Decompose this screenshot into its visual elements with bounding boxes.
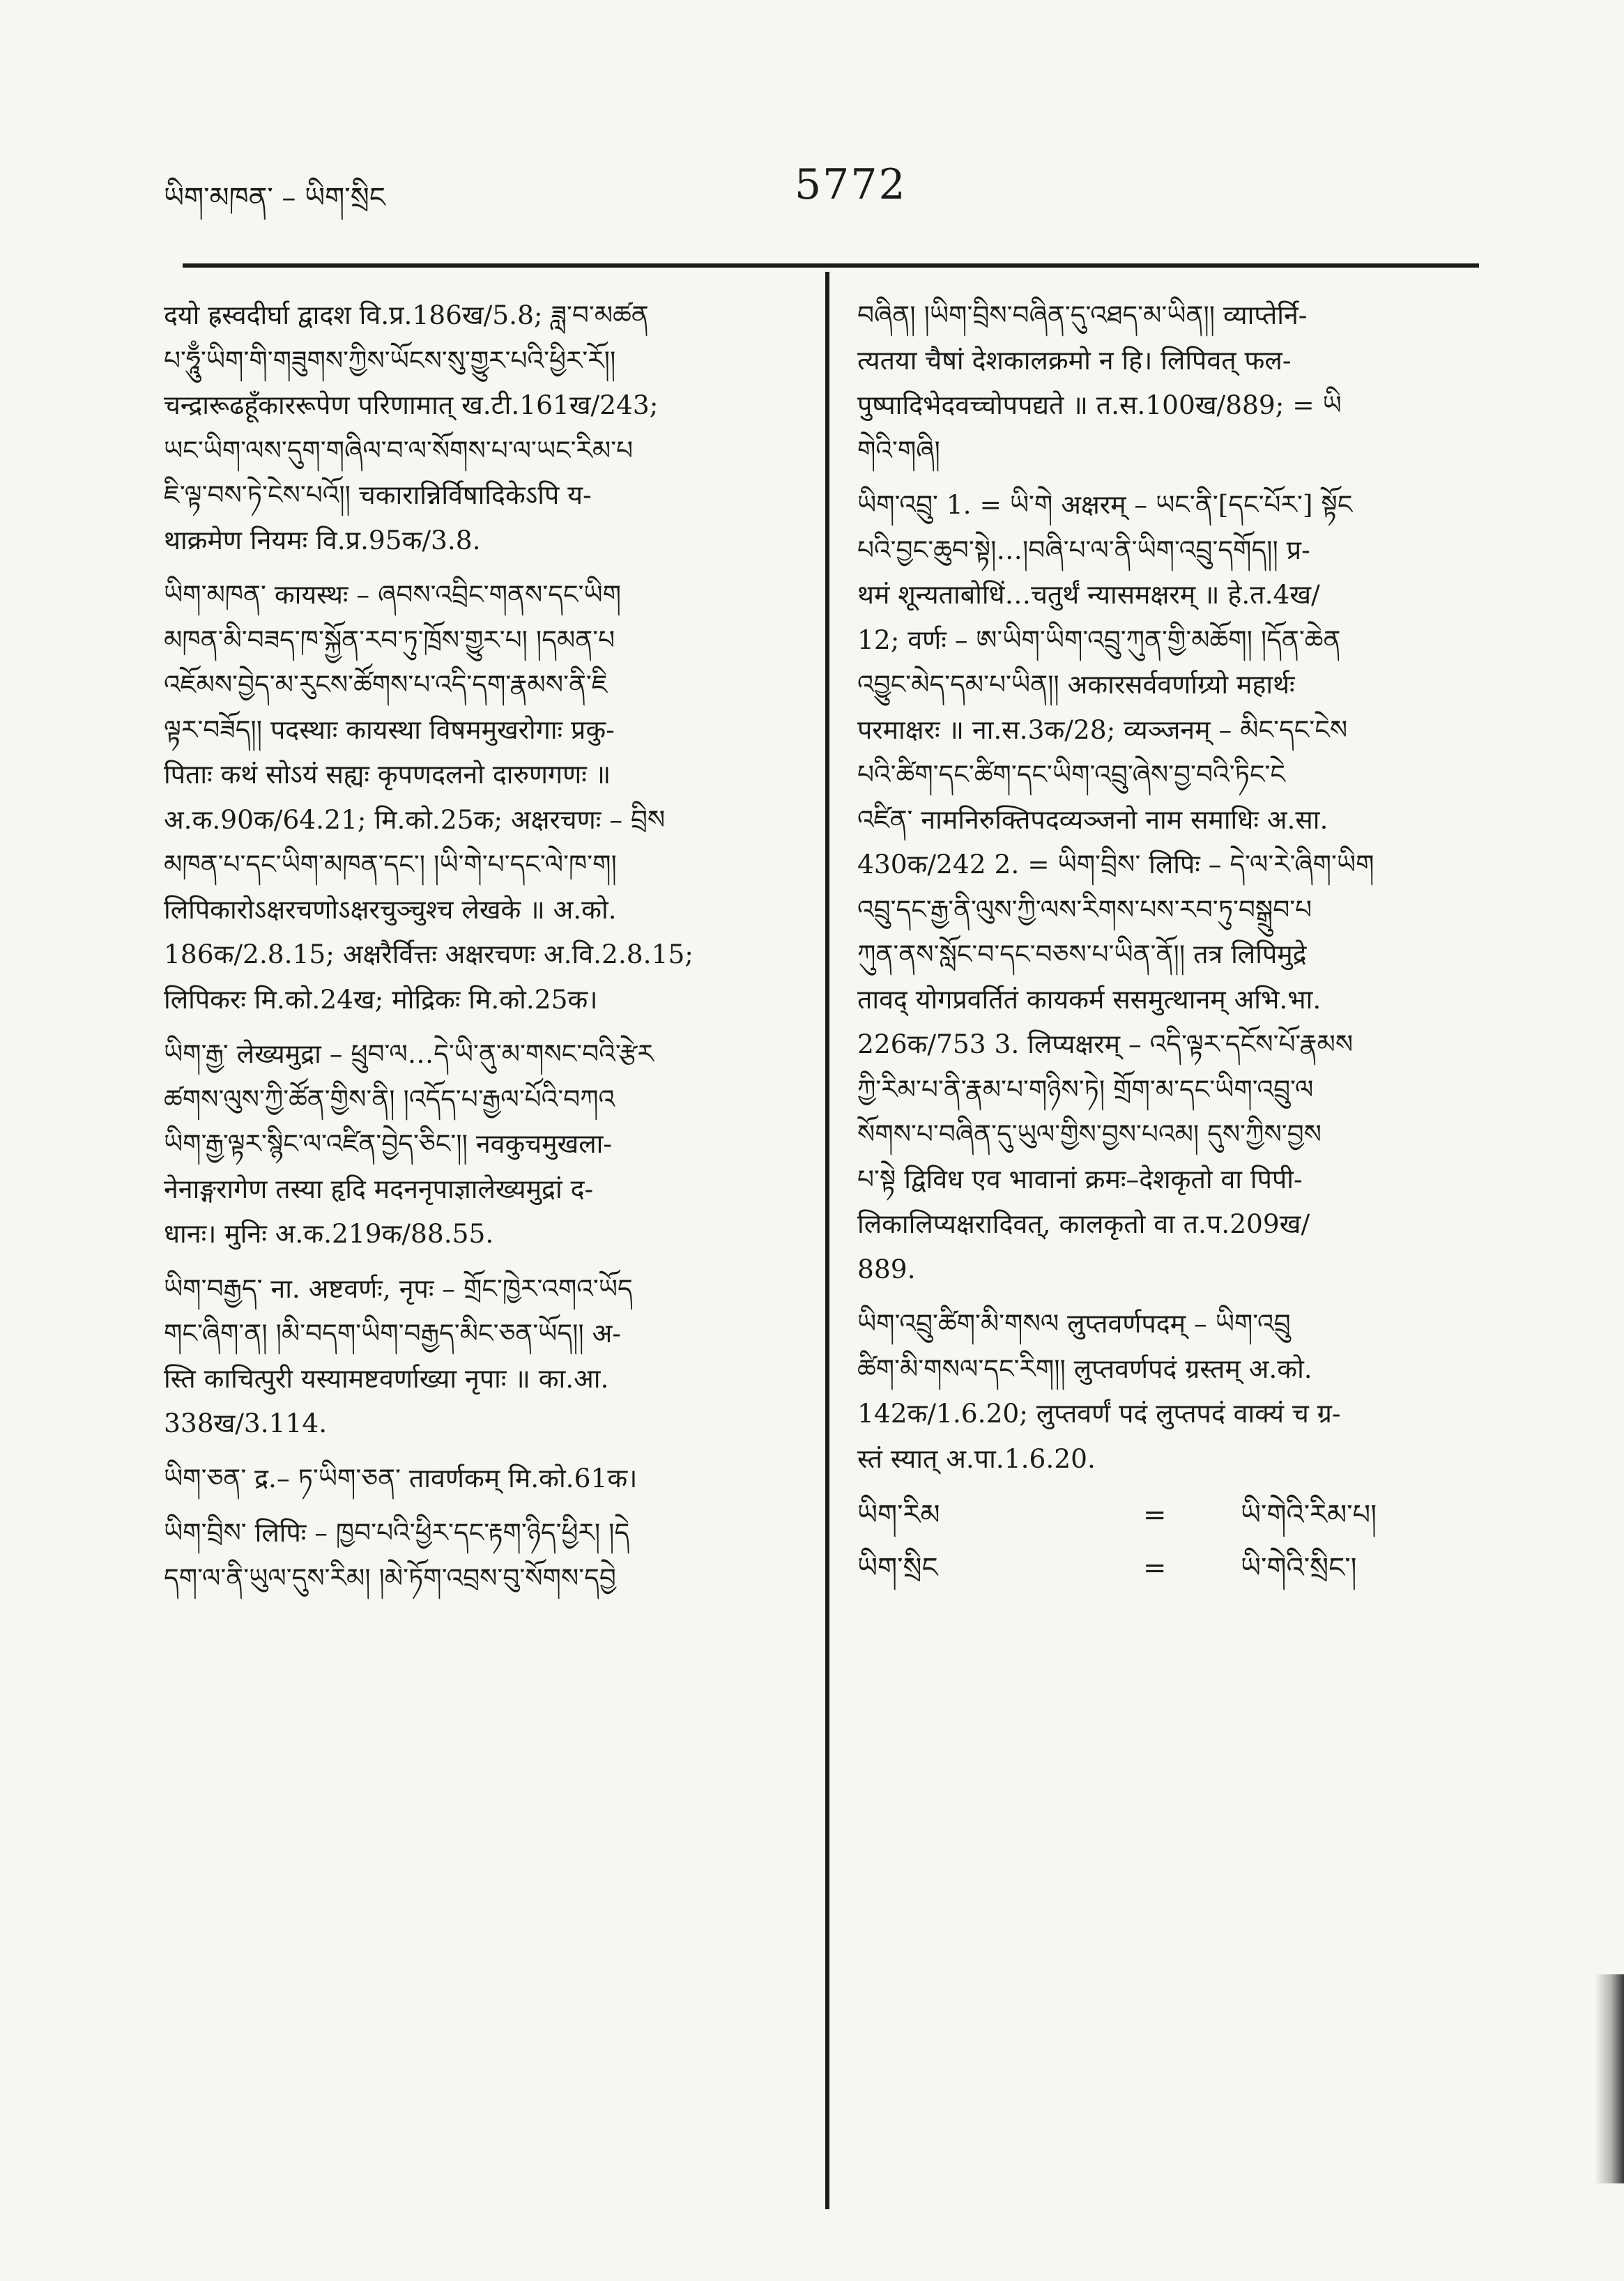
entry-line: परमाक्षरः ॥ ना.स.3क/28; व्यञ्जनम् – མིང་དང་ངེས (857, 714, 1348, 745)
dictionary-entry (857, 293, 1478, 473)
cross-references (857, 1491, 1478, 1592)
entry-line: 338ख/3.114. (164, 1408, 328, 1438)
entry-line: ཚིག་མི་གསལ་དང་རིག།། लुप्तवर्णपदं ग्रस्तम् अ.को. (857, 1353, 1312, 1384)
entry-line: ཇི་ལྟ་བས་ཏེ་ངེས་པའོ།། चकारान्निर्विषादिकेऽपि य- (164, 479, 592, 510)
entry-line: नेनाङ्गरागेण तस्या हृदि मदननृपाज्ञालेख्यमुद्रां द- (164, 1173, 594, 1204)
entry-line: ཀུན་ནས་སློང་བ་དང་བཅས་པ་ཡིན་ནོ།། तत्र लिपिमुद्रे (857, 939, 1307, 969)
entry-line: 12; वर्णः – ཨ་ཡིག་ཡིག་འབྲུ་ཀུན་གྱི་མཆོག། །དོན་ཆེན (857, 624, 1341, 655)
header-range: ཡིག་མཁན་ – ཡིག་སྲིང (164, 182, 385, 214)
entry-line: ཡིག་ཅན་ द्र.– ཏ་ཡིག་ཅན་ तावर्णकम् मि.को.61क। (164, 1462, 638, 1493)
entry-line: अ.क.90क/64.21; मि.को.25क; अक्षरचणः – བྲིས (164, 804, 666, 835)
cross-ref-term: ཡིག་རིམ (857, 1499, 940, 1531)
entry-line: སོགས་པ་བཞིན་དུ་ཡུལ་གྱིས་བྱས་པའམ། དུས་ཀྱིས་བྱས (857, 1119, 1322, 1149)
cross-ref-target: ཡི་གེའི་སྲིང་། (1241, 1552, 1357, 1584)
entry-line: གང་ཞིག་ན། །མི་བདག་ཡིག་བརྒྱད་མིང་ཅན་ཡོད།། अ- (164, 1318, 621, 1349)
entry-line: ཀྱི་རིམ་པ་ནི་རྣམ་པ་གཉིས་ཏེ། གྲོག་མ་དང་ཡིག་འབྲུ་ལ (857, 1073, 1314, 1105)
entry-line: ཡིག་འབྲུ་ཚིག་མི་གསལ लुप्तवर्णपदम् – ཡིག་འབྲུ (857, 1308, 1291, 1339)
cross-reference-row (857, 1491, 1478, 1539)
entry-line: པའི་ཚིག་དང་ཚིག་དང་ཡིག་འབྲུ་ཞེས་བྱ་བའི་ཏིང་ངེ (857, 759, 1286, 790)
dictionary-entry (857, 1301, 1478, 1481)
entry-line: ཡིག་འབྲུ་ 1. = ཡི་གེ अक्षरम् – ཡང་ནི་[དང་པོར་] སྟོང (857, 489, 1353, 520)
entry-line: ཡང་ཡིག་ལས་དུག་གཞིལ་བ་ལ་སོགས་པ་ལ་ཡང་རིམ་པ (164, 434, 634, 466)
entry-line: བཞིན། །ཡིག་བྲིས་བཞིན་དུ་འཐད་མ་ཡིན།། व्याप्तेर्नि- (857, 300, 1308, 330)
entry-line: 889. (857, 1253, 916, 1284)
entry-line: ཡིག་བྲིས་ लिपिः – ཁྱབ་པའི་ཕྱིར་དང་རྟག་ཉིད་ཕྱིར། །དེ (164, 1517, 630, 1548)
entry-line: चन्द्रारूढहूँकाररूपेण परिणामात् ख.टी.161ख/243; (164, 390, 659, 420)
entry-line: ཡིག་རྒྱ་ लेख्यमुद्रा – ཕྲུབ་ལ…དེ་ཡི་ནུ་མ་གསང་བའི་རྩེར (164, 1038, 654, 1069)
entry-line: ཡིག་མཁན་ कायस्थः – ཞབས་འབྲིང་གནས་དང་ཡིག (164, 579, 622, 610)
scan-edge-shadow (1595, 1974, 1624, 2183)
entry-line: धानः। मुनिः अ.क.219क/88.55. (164, 1218, 494, 1249)
entry-line: 142क/1.6.20; लुप्तवर्णं पदं लुप्तपदं वाक्यं च ग्र- (857, 1398, 1341, 1429)
entry-line: थमं शून्यताबोधिं…चतुर्थं न्यासमक्षरम् ॥ हे.त.4ख/ (857, 579, 1320, 610)
entry-line: त्यतया चैषां देशकालक्रमो न हि। लिपिवत् फल- (857, 344, 1292, 376)
cross-ref-equals: = (1143, 1552, 1167, 1584)
dictionary-entry (164, 1266, 791, 1446)
dictionary-entry (857, 482, 1478, 1291)
entry-line: 226क/753 3. लिप्यक्षरम् – འདི་ལྟར་དངོས་པོ་རྣམས (857, 1029, 1354, 1059)
entry-line: མཁན་མི་བཟད་ཁ་སྐྱོན་རབ་ཏུ་ཁྲོས་གྱུར་པ། །དམན་པ (164, 624, 615, 655)
page-number: 5772 (795, 160, 907, 209)
cross-ref-equals: = (1143, 1499, 1167, 1531)
entry-line: पिताः कथं सोऽयं सह्यः कृपणदलनो दारुणगणः ॥ (164, 759, 611, 790)
cross-reference-row (857, 1544, 1478, 1592)
entry-line: ཚགས་ལུས་ཀྱི་ཚོན་གྱིས་ནི། །འདོད་པ་རྒྱལ་པོའི་བཀའ (164, 1083, 615, 1114)
entry-line: མཁན་པ་དང་ཡིག་མཁན་དང་། །ཡི་གེ་པ་དང་ལེ་ཁ་ག། (164, 849, 617, 880)
dictionary-entry (164, 293, 791, 562)
entry-line: ལྟར་བཟོད།། पदस्थाः कायस्था विषममुखरोगाः प्रकु- (164, 714, 615, 745)
header-rule (183, 263, 1479, 268)
entry-line: པའི་བྱང་ཆུབ་སྟེ།…།བཞི་པ་ལ་ནི་ཡིག་འབྲུ་དགོད།། प्र- (857, 534, 1310, 565)
entry-line: लिपिकरः मि.को.24ख; मोद्रिकः मि.को.25क। (164, 983, 598, 1015)
dictionary-entry (164, 1456, 791, 1501)
entry-line: གེའི་གཞི། (857, 434, 940, 466)
entry-line: दयो ह्रस्वदीर्घा द्वादश वि.प्र.186ख/5.8; ཟླ་བ་མཚན (164, 300, 649, 330)
right-column (857, 293, 1478, 1592)
entry-line: ཡིག་རྒྱ་ལྟར་སྙིང་ལ་འཛིན་བྱེད་ཅིང་།། नवकुचमुखला- (164, 1128, 613, 1159)
cross-ref-target: ཡི་གེའི་རིམ་པ། (1241, 1499, 1377, 1531)
entry-line: པ་ཧཱུྃ་ཡིག་གི་གཟུགས་ཀྱིས་ཡོངས་སུ་གྱུར་པའི་ཕྱིར་རོ།། (164, 344, 616, 376)
entry-line: स्ति काचित्पुरी यस्यामष्टवर्णाख्या नृपाः ॥ का.आ. (164, 1362, 609, 1394)
entry-line: འཇོམས་བྱེད་མ་རུངས་ཚོགས་པ་འདི་དག་རྣམས་ནི་ཇི (164, 669, 608, 700)
entry-line: पुष्पादिभेदवच्चोपपद्यते ॥ त.स.100ख/889; = ཡི (857, 390, 1342, 420)
entry-line: लिकालिप्यक्षरादिवत्, कालकृतो वा त.प.209ख/ (857, 1208, 1310, 1239)
entry-line: ཡིག་བརྒྱད་ ना. अष्टवर्णः, नृपः – གྲོང་ཁྱེར་འགའ་ཡོད (164, 1273, 633, 1304)
entry-line: 430क/242 2. = ཡིག་བྲིས་ लिपिः – དེ་ལ་རེ་ཞིག་ཡིག (857, 849, 1374, 880)
entry-line: འབྲུ་དང་རྒྱ་ནི་ལུས་ཀྱི་ལས་རིགས་པས་རབ་ཏུ་བསྒྲུབ་པ (857, 893, 1312, 925)
entry-line: थाक्रमेण नियमः वि.प्र.95क/3.8. (164, 524, 481, 555)
entry-line: འབྱུང་མེད་དམ་པ་ཡིན།། अकारसर्ववर्णाग्र्यो महार्थः (857, 669, 1295, 700)
dictionary-entry (164, 1510, 791, 1600)
cross-ref-term: ཡིག་སྲིང (857, 1552, 938, 1584)
entry-line: लिपिकारोऽक्षरचणोऽक्षरचुञ्चुश्च लेखके ॥ अ.को. (164, 893, 617, 925)
entry-line: པ་སྟེ द्विविध एव भावानां क्रमः–देशकृतो वा पिपी- (857, 1163, 1303, 1195)
entry-line: तावद् योगप्रवर्तितं कायकर्म ससमुत्थानम् अभि.भा. (857, 983, 1322, 1015)
entry-line: དག་ལ་ནི་ཡུལ་དུས་རིམ། །མེ་ཏོག་འབྲས་བུ་སོགས་དབྱེ (164, 1562, 616, 1593)
entry-line: 186क/2.8.15; अक्षरैर्वित्तः अक्षरचणः अ.वि.2.8.15; (164, 939, 694, 969)
left-column (164, 293, 791, 1610)
entry-line: स्तं स्यात् अ.पा.1.6.20. (857, 1443, 1096, 1474)
column-divider (825, 272, 829, 2209)
right-entries (857, 293, 1478, 1481)
dictionary-entry (164, 572, 791, 1022)
dictionary-entry (164, 1031, 791, 1257)
entry-line: འཛིན་ नामनिरुक्तिपदव्यञ्जनो नाम समाधिः अ.सा. (857, 804, 1328, 835)
